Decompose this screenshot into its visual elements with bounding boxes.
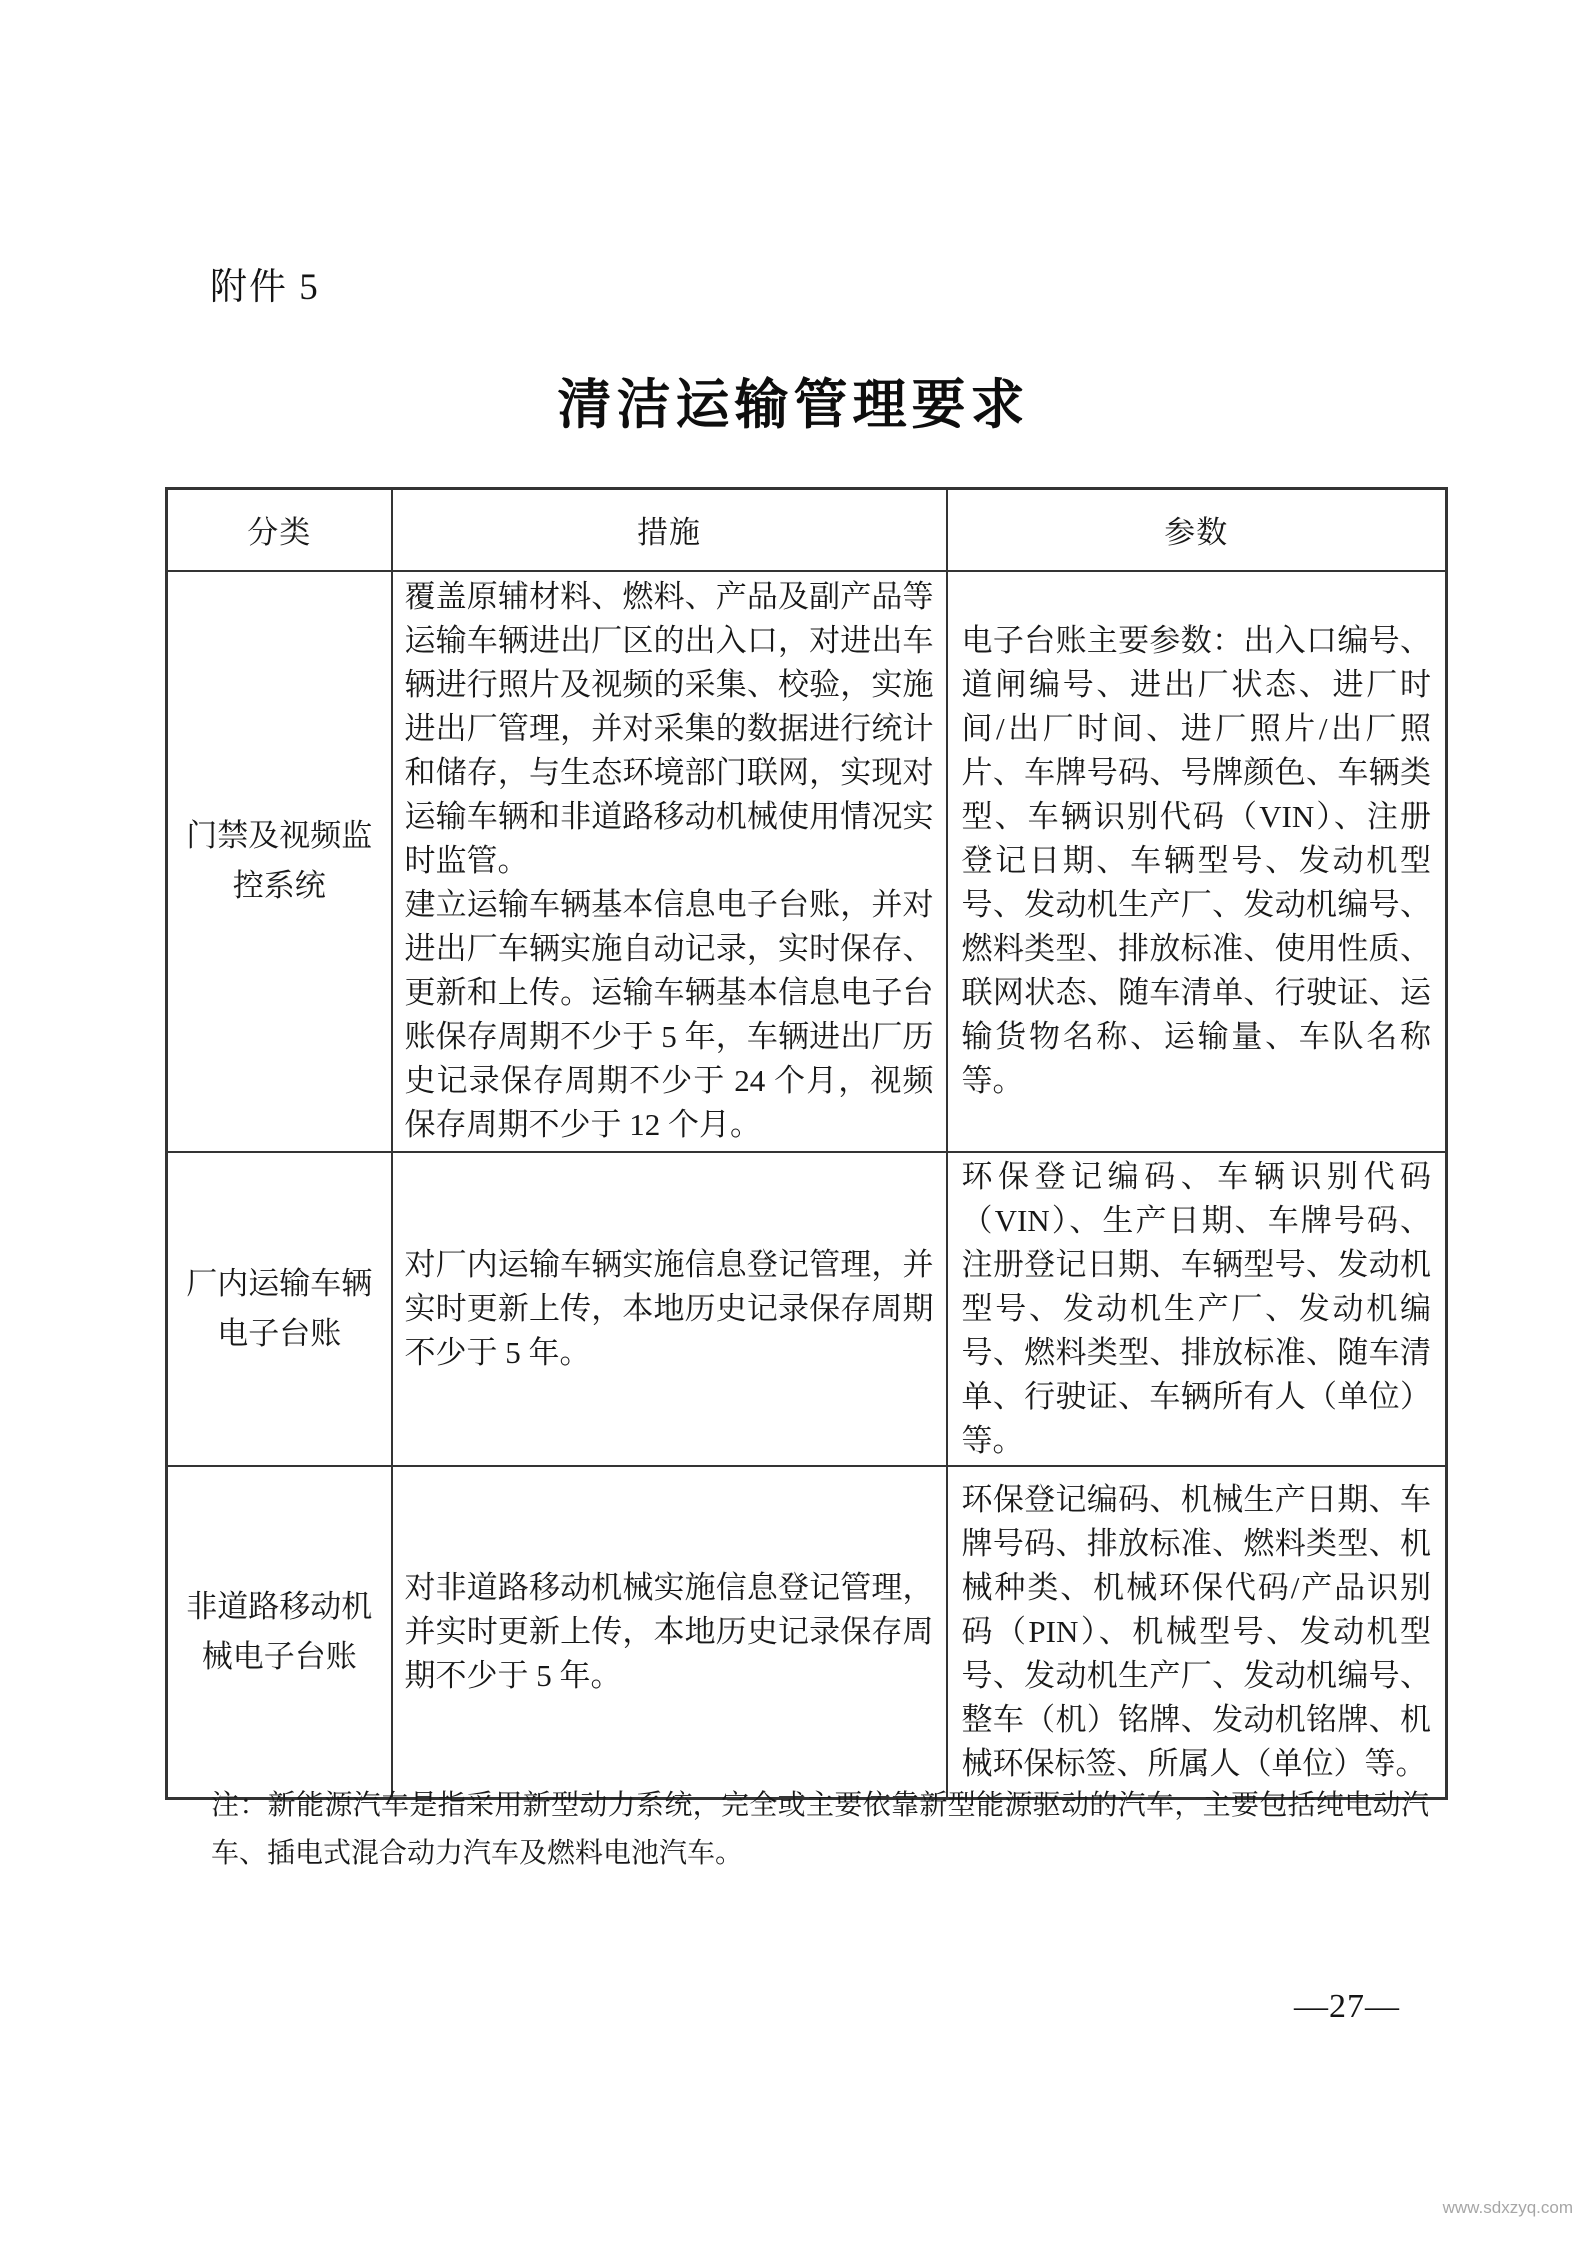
watermark: www.sdxzyq.com — [1442, 2198, 1573, 2217]
table-row-access-control — [167, 571, 1447, 1152]
parameters-cell: 环保登记编码、机械生产日期、车牌号码、排放标准、燃料类型、机械种类、机械环保代码/产品识别码（PIN）、机械型号、发动机型号、发动机生产厂、发动机编号、整车（机）铭牌、发动机铭牌、机械环保标签、所属人（单位）等。 — [947, 1466, 1447, 1799]
column-header-measures: 措施 — [392, 489, 947, 571]
column-header-category: 分类 — [167, 489, 392, 571]
category-cell: 门禁及视频监控系统 — [167, 571, 392, 1152]
column-header-parameters: 参数 — [947, 489, 1447, 571]
category-cell: 非道路移动机械电子台账 — [167, 1466, 392, 1799]
measures-cell — [392, 571, 947, 1152]
measures-cell — [392, 1466, 947, 1799]
parameters-cell: 电子台账主要参数：出入口编号、道闸编号、进出厂状态、进厂时间/出厂时间、进厂照片/出厂照片、车牌号码、号牌颜色、车辆类型、车辆识别代码（VIN）、注册登记日期、车辆型号、发动机型号、发动机生产厂、发动机编号、燃料类型、排放标准、使用性质、联网状态、随车清单、行驶证、运输货物名称、运输量、车队名称等。 — [947, 571, 1447, 1152]
measure-paragraph: 对非道路移动机械实施信息登记管理，并实时更新上传，本地历史记录保存周期不少于 5 年。 — [404, 1569, 934, 1693]
measure-paragraph: 建立运输车辆基本信息电子台账，并对进出厂车辆实施自动记录，实时保存、更新和上传。运输车辆基本信息电子台账保存周期不少于 5 年，车辆进出厂历史记录保存周期不少于 24 个月，视频保存周期不少于 12 个月。 — [404, 887, 934, 1142]
footnote: 注：新能源汽车是指采用新型动力系统，完全或主要依靠新型能源驱动的汽车，主要包括纯电动汽车、插电式混合动力汽车及燃料电池汽车。 — [211, 1790, 1429, 1869]
measure-paragraph: 对厂内运输车辆实施信息登记管理，并实时更新上传，本地历史记录保存周期不少于 5 年。 — [404, 1246, 934, 1370]
measure-paragraph: 覆盖原辅材料、燃料、产品及副产品等运输车辆进出厂区的出入口，对进出车辆进行照片及视频的采集、校验，实施进出厂管理，并对采集的数据进行统计和储存，与生态环境部门联网，实现对运输车辆和非道路移动机械使用情况实时监管。 — [404, 579, 934, 878]
table-row-nonroad-machinery — [167, 1466, 1447, 1799]
table-row-plant-vehicles — [167, 1152, 1447, 1466]
category-cell: 厂内运输车辆电子台账 — [167, 1152, 392, 1466]
parameters-cell: 环保登记编码、车辆识别代码（VIN）、生产日期、车牌号码、注册登记日期、车辆型号、发动机型号、发动机生产厂、发动机编号、燃料类型、排放标准、随车清单、行驶证、车辆所有人（单位）等。 — [947, 1152, 1447, 1466]
page-number: —27— — [1294, 1988, 1400, 2025]
page-title: 清洁运输管理要求 — [557, 375, 1030, 435]
requirements-table — [165, 487, 1448, 1800]
table-header-row — [167, 489, 1447, 571]
measures-cell — [392, 1152, 947, 1466]
attachment-label: 附件 5 — [210, 267, 320, 308]
